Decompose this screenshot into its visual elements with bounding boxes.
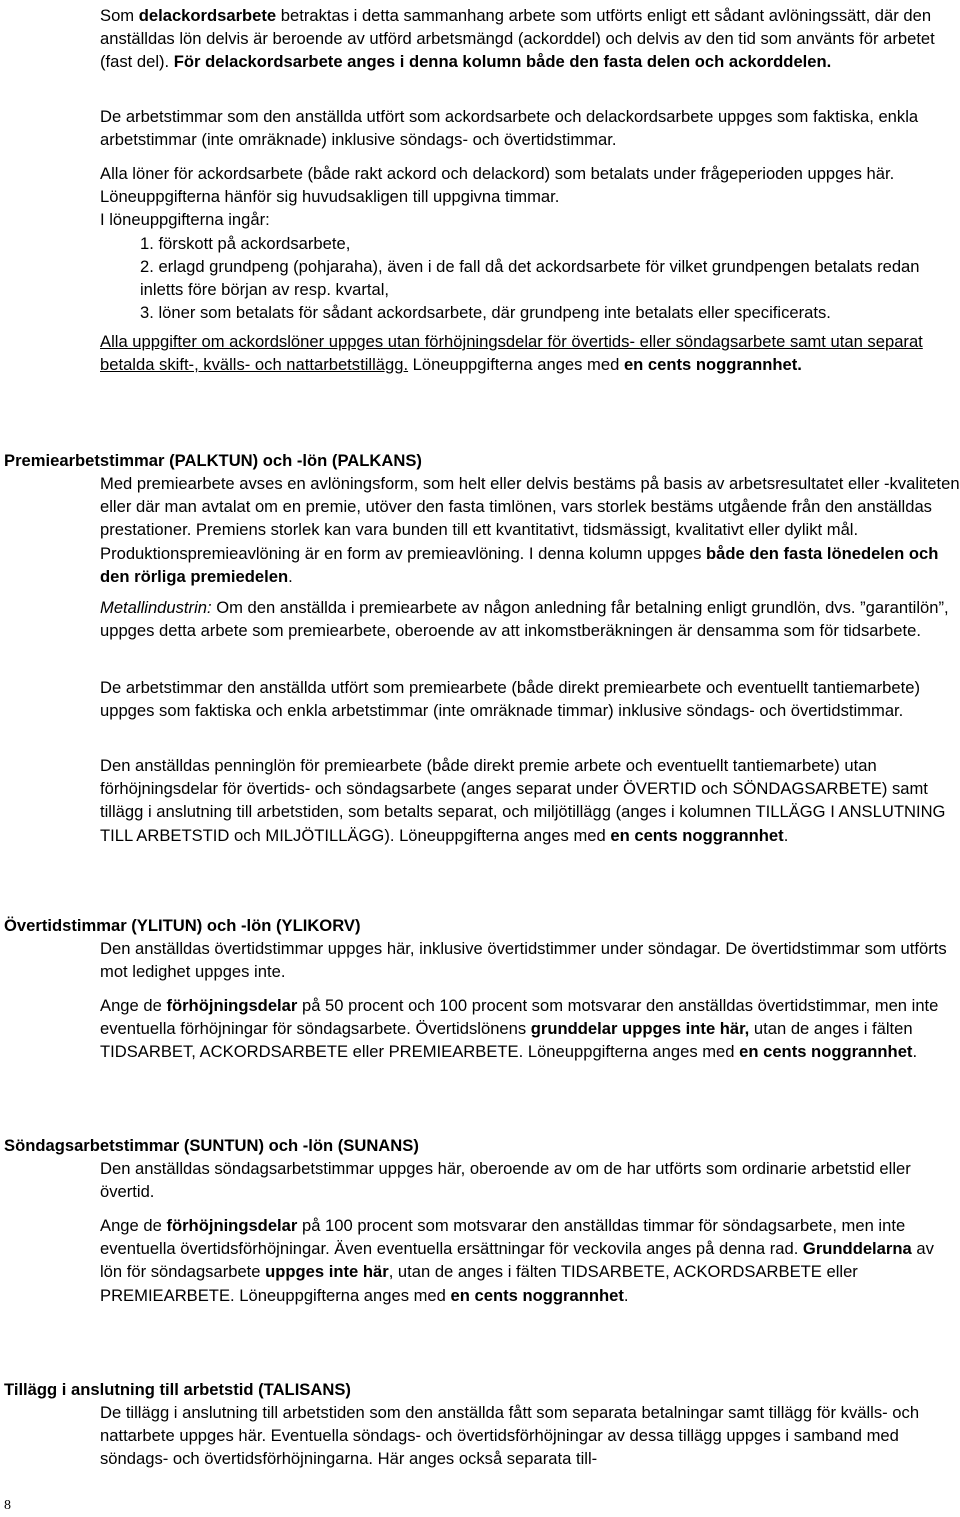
text: på 50 procent och 100 procent som motsvarar den anställdas övertidstimmar, men inte eventuella förhöjningar för söndagsarbete. Övertidslönens	[100, 996, 939, 1039]
text: .	[912, 1042, 918, 1062]
premie-text: Om den anställda i premiearbete av någon anledning får betalning enligt grundlön, dvs. ”garantilön”, uppges detta arbete som premiearbete, oberoende av att inkomstberäkningen är densamma som för tidsarbete.	[100, 598, 949, 641]
intro-paragraph-1	[100, 4, 960, 74]
intro-paragraph-3	[100, 162, 960, 324]
intro-text: Löneuppgifterna anges med	[408, 355, 624, 375]
section-heading-overtid: Övertidstimmar (YLITUN) och -lön (YLIKORV)	[4, 916, 361, 935]
text: betraktas i detta sammanhang arbete som utförts enligt ett sådant avlöningssätt, där den anställdas lön delvis är beroende av utförd arbetsmängd (ackorddel) och delvis av den tid som använts för arbetet (fast del).	[100, 6, 935, 72]
text: av lön för söndagsarbete	[100, 1239, 934, 1282]
bold-text: en cents noggrannhet	[739, 1042, 913, 1062]
premie-paragraph-4	[100, 754, 960, 847]
intro-list-item: 2. erlagd grundpeng (pohjaraha), även i de fall då det ackordsarbete för vilket grundpengen betalats redan inletts före början av resp. kvartal,	[140, 256, 920, 300]
bold-text: Grunddelarna	[802, 1239, 912, 1259]
bold-text: både den fasta lönedelen och den rörliga premiedelen	[100, 543, 939, 586]
text: Med premiearbete avses en avlöningsform, som helt eller delvis bestäms på basis av arbetsresultatet eller -kvaliteten eller där man avtalat om en premie, utöver den fasta timlönen, vars storlek bestäms utgående från den anställdas prestationer. Premiens storlek kan vara bunden till ett kvantitativt, tidsmässigt, kvalitativt eller dylikt mål. Produktionspremieavlöning är en form av premieavlöning. I denna kolumn uppges	[100, 474, 960, 563]
section-heading-sondag: Söndagsarbetstimmar (SUNTUN) och -lön (SUNANS)	[4, 1136, 419, 1155]
overtid-paragraph-1: Den anställdas övertidstimmar uppges här, inklusive övertidstimmer under söndagar. De övertidstimmar som utförts mot ledighet uppges inte.	[100, 939, 947, 982]
overtid-paragraph-2	[100, 994, 960, 1064]
intro-list-item: 3. löner som betalats för sådant ackordsarbete, där grundpeng inte betalats eller specificerats.	[140, 303, 831, 323]
premie-paragraph-1	[100, 472, 960, 588]
bold-text: uppges inte här	[265, 1262, 389, 1282]
text: på 100 procent som motsvarar den anställdas timmar för söndagsarbete, men inte eventuella övertidsförhöjningar. Även eventuella ersättningar för veckovila anges på denna rad.	[100, 1216, 906, 1259]
bold-text: förhöjningsdelar	[166, 996, 298, 1015]
tillagg-paragraph-1: De tillägg i anslutning till arbetstiden som den anställda fått som separata betalningar samt tillägg för kvälls- och nattarbete uppges här. Eventuella söndags- och övertidsförhöjningar av dessa tillägg uppges i samband med söndags- och övertidsförhöjningarna. Här anges också separata till-	[100, 1403, 920, 1469]
premie-italic-label: Metallindustrin:	[100, 598, 212, 617]
text: Som	[100, 6, 139, 25]
premie-paragraph-3: De arbetstimmar den anställda utfört som premiearbete (både direkt premiearbete och eventuellt tantiemarbete) uppges som faktiska och enkla arbetstimmar (inte omräknade timmar) inklusive söndags- och övertidstimmar.	[100, 678, 920, 721]
text: Ange de	[100, 1216, 167, 1235]
premie-paragraph-2	[100, 596, 960, 642]
text: utan de anges i fälten TIDSARBET, ACKORDSARBETE eller PREMIEARBETE. Löneuppgifterna anges med	[100, 1019, 913, 1062]
page-number: 8	[4, 1498, 11, 1513]
bold-text: förhöjningsdelar	[166, 1216, 298, 1235]
text: , utan de anges i fälten TIDSARBETE, ACKORDSARBETE eller PREMIEARBETE. Löneuppgifterna anges med	[100, 1262, 858, 1305]
intro-paragraph-2: De arbetstimmar som den anställda utfört som ackordsarbete och delackordsarbete uppges som faktiska, enkla arbetstimmar (inte omräknade) inklusive söndags- och övertidstimmar.	[100, 107, 919, 150]
bold-text: grunddelar uppges inte här,	[530, 1019, 750, 1039]
bold-text: För delackordsarbete anges i denna kolumn både den fasta delen och ackorddelen.	[173, 52, 832, 72]
intro-paragraph-4	[100, 330, 960, 376]
bold-text: en cents noggrannhet	[450, 1285, 624, 1305]
text: .	[288, 566, 293, 586]
intro-line: Alla löner för ackordsarbete (både rakt ackord och delackord) som betalats under frågeperioden uppges här. Löneuppgifterna hänför sig huvudsakligen till uppgivna timmar.	[100, 164, 895, 207]
text: Ange de	[100, 996, 167, 1015]
sondag-paragraph-2	[100, 1214, 960, 1307]
sondag-paragraph-1: Den anställdas söndagsarbetstimmar uppges här, oberoende av om de har utförts som ordinarie arbetstid eller övertid.	[100, 1159, 911, 1202]
intro-line: I löneuppgifterna ingår:	[100, 210, 270, 230]
text: Den anställdas penninglön för premiearbete (både direkt premie arbete och eventuellt tantiemarbete) utan förhöjningsdelar för övertids- och söndagsarbete (anges separat under ÖVERTID och SÖNDAGSARBETE) samt tillägg i anslutning till arbetstiden, som betalts separat, och miljötillägg (anges i kolumnen TILLÄGG I ANSLUTNING TILL ARBETSTID och MILJÖTILLÄGG). Löneuppgifterna anges med	[100, 756, 946, 845]
intro-bold-text: en cents noggrannhet.	[623, 355, 802, 375]
section-heading-tillagg: Tillägg i anslutning till arbetstid (TALISANS)	[4, 1380, 351, 1399]
intro-underlined-text: Alla uppgifter om ackordslöner uppges utan förhöjningsdelar för övertids- eller söndagsarbete samt utan separat betalda skift-, kvälls- och nattarbetstillägg.	[100, 332, 923, 375]
intro-list-item: 1. förskott på ackordsarbete,	[140, 233, 351, 253]
text: .	[623, 1285, 629, 1305]
section-heading-premie: Premiearbetstimmar (PALKTUN) och -lön (PALKANS)	[4, 451, 422, 470]
bold-text: delackordsarbete	[138, 6, 277, 25]
bold-text: en cents noggrannhet	[610, 825, 784, 845]
text: .	[783, 825, 789, 845]
